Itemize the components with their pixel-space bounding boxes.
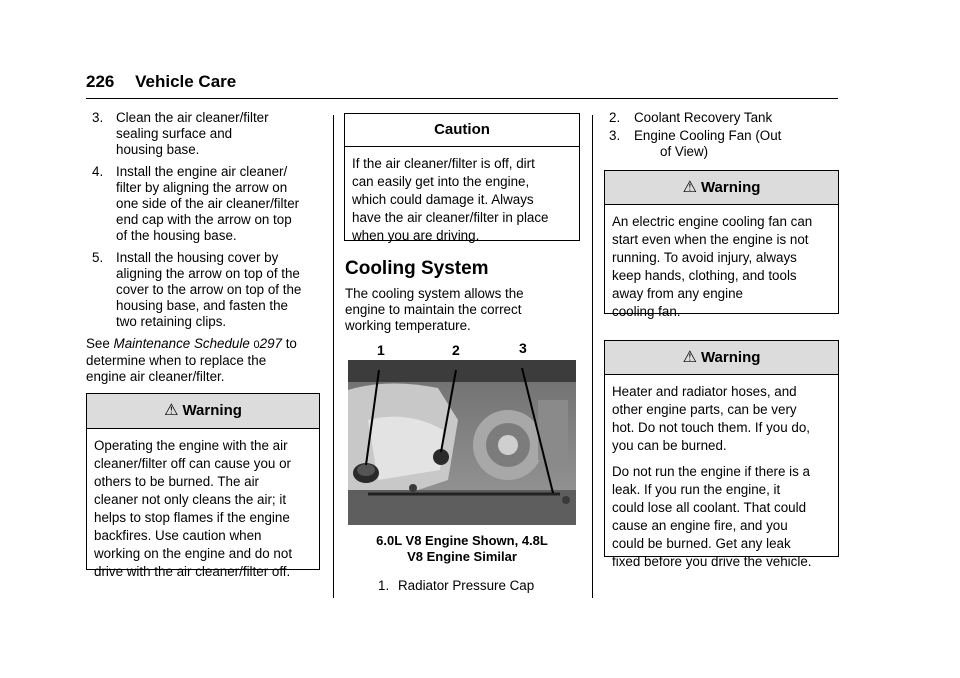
figure-caption: 6.0L V8 Engine Shown, 4.8L V8 Engine Similar	[376, 533, 548, 564]
column-divider-right	[592, 115, 593, 598]
maintenance-schedule-link[interactable]: Maintenance Schedule	[113, 336, 250, 351]
section-name: Vehicle Care	[135, 72, 237, 91]
caution-body: If the air cleaner/filter is off, dirt can easily get into the engine, which could damage it. Always have the air cleaner/filter in place when you are driving.	[352, 156, 549, 243]
page-number: 226	[86, 72, 115, 91]
warning-body: An electric engine cooling fan can start even when the engine is not running. To avoid injury, always keep hands, clothing, and tools away from any engine cooling fan.	[612, 214, 813, 319]
header-rule	[86, 98, 838, 99]
step-5: 5. Install the housing cover by aligning the arrow on top of the cover to the arrow on top of the housing base, and fasten the two retaining clips.	[92, 250, 302, 329]
warning-box-air-cleaner	[86, 393, 320, 579]
warning-header: ⚠ Warning	[605, 171, 838, 205]
callout-3: 3	[519, 340, 527, 356]
section-heading: Cooling System	[345, 258, 489, 279]
engine-bay-image	[348, 360, 576, 525]
warning-body: Operating the engine with the air cleaner/filter off can cause you or others to be burned. The air cleaner not only cleans the air; it helps to stop flames if the engine backfires. Use caution when working on the engine and do not drive with the air cleaner/filter off.	[94, 438, 293, 579]
page-header	[86, 72, 236, 92]
right-list	[604, 110, 840, 166]
warning-box-cooling-fan	[604, 170, 839, 319]
see-reference-paragraph: See Maintenance Schedule 0297 to determine when to replace the engine air cleaner/filter.	[86, 336, 297, 384]
warning-box-hot-parts	[604, 340, 839, 569]
step-4: 4. Install the engine air cleaner/ filter by aligning the arrow on one side of the air cleaner/filter end cap with the arrow on top of the housing base.	[92, 164, 300, 243]
callout-1: 1	[377, 342, 385, 358]
warning-paragraph-2: Do not run the engine if there is a leak. If you run the engine, it could lose all coolant. That could cause an engine fire, and you could be burned. Get any leak fixed before you drive the vehicle.	[612, 464, 812, 569]
step-3: 3. Clean the air cleaner/filter sealing surface and housing base.	[92, 110, 269, 157]
list-item-2: 2. Coolant Recovery Tank	[609, 110, 773, 125]
warning-body	[605, 375, 838, 579]
left-column	[86, 110, 322, 391]
caution-box	[344, 113, 580, 241]
warning-triangle-icon: ⚠	[682, 179, 697, 196]
caution-header: Caution	[345, 114, 579, 147]
list-item-1: 1. Radiator Pressure Cap	[378, 578, 535, 593]
cooling-intro: The cooling system allows the engine to maintain the correct working temperature.	[345, 286, 524, 333]
callout-2: 2	[452, 342, 460, 358]
warning-header: ⚠ Warning	[605, 341, 838, 375]
warning-paragraph-1: Heater and radiator hoses, and other engine parts, can be very hot. Do not touch them. If you do, you can be burned.	[612, 384, 811, 453]
list-item-3: 3. Engine Cooling Fan (Out of View)	[609, 128, 782, 159]
warning-header: ⚠ Warning	[87, 394, 319, 429]
page-reference-icon: 0	[253, 339, 260, 351]
column-divider-left	[333, 115, 334, 598]
warning-triangle-icon: ⚠	[682, 349, 697, 366]
warning-triangle-icon: ⚠	[164, 402, 179, 419]
page-ref-number[interactable]: 297	[259, 336, 282, 351]
